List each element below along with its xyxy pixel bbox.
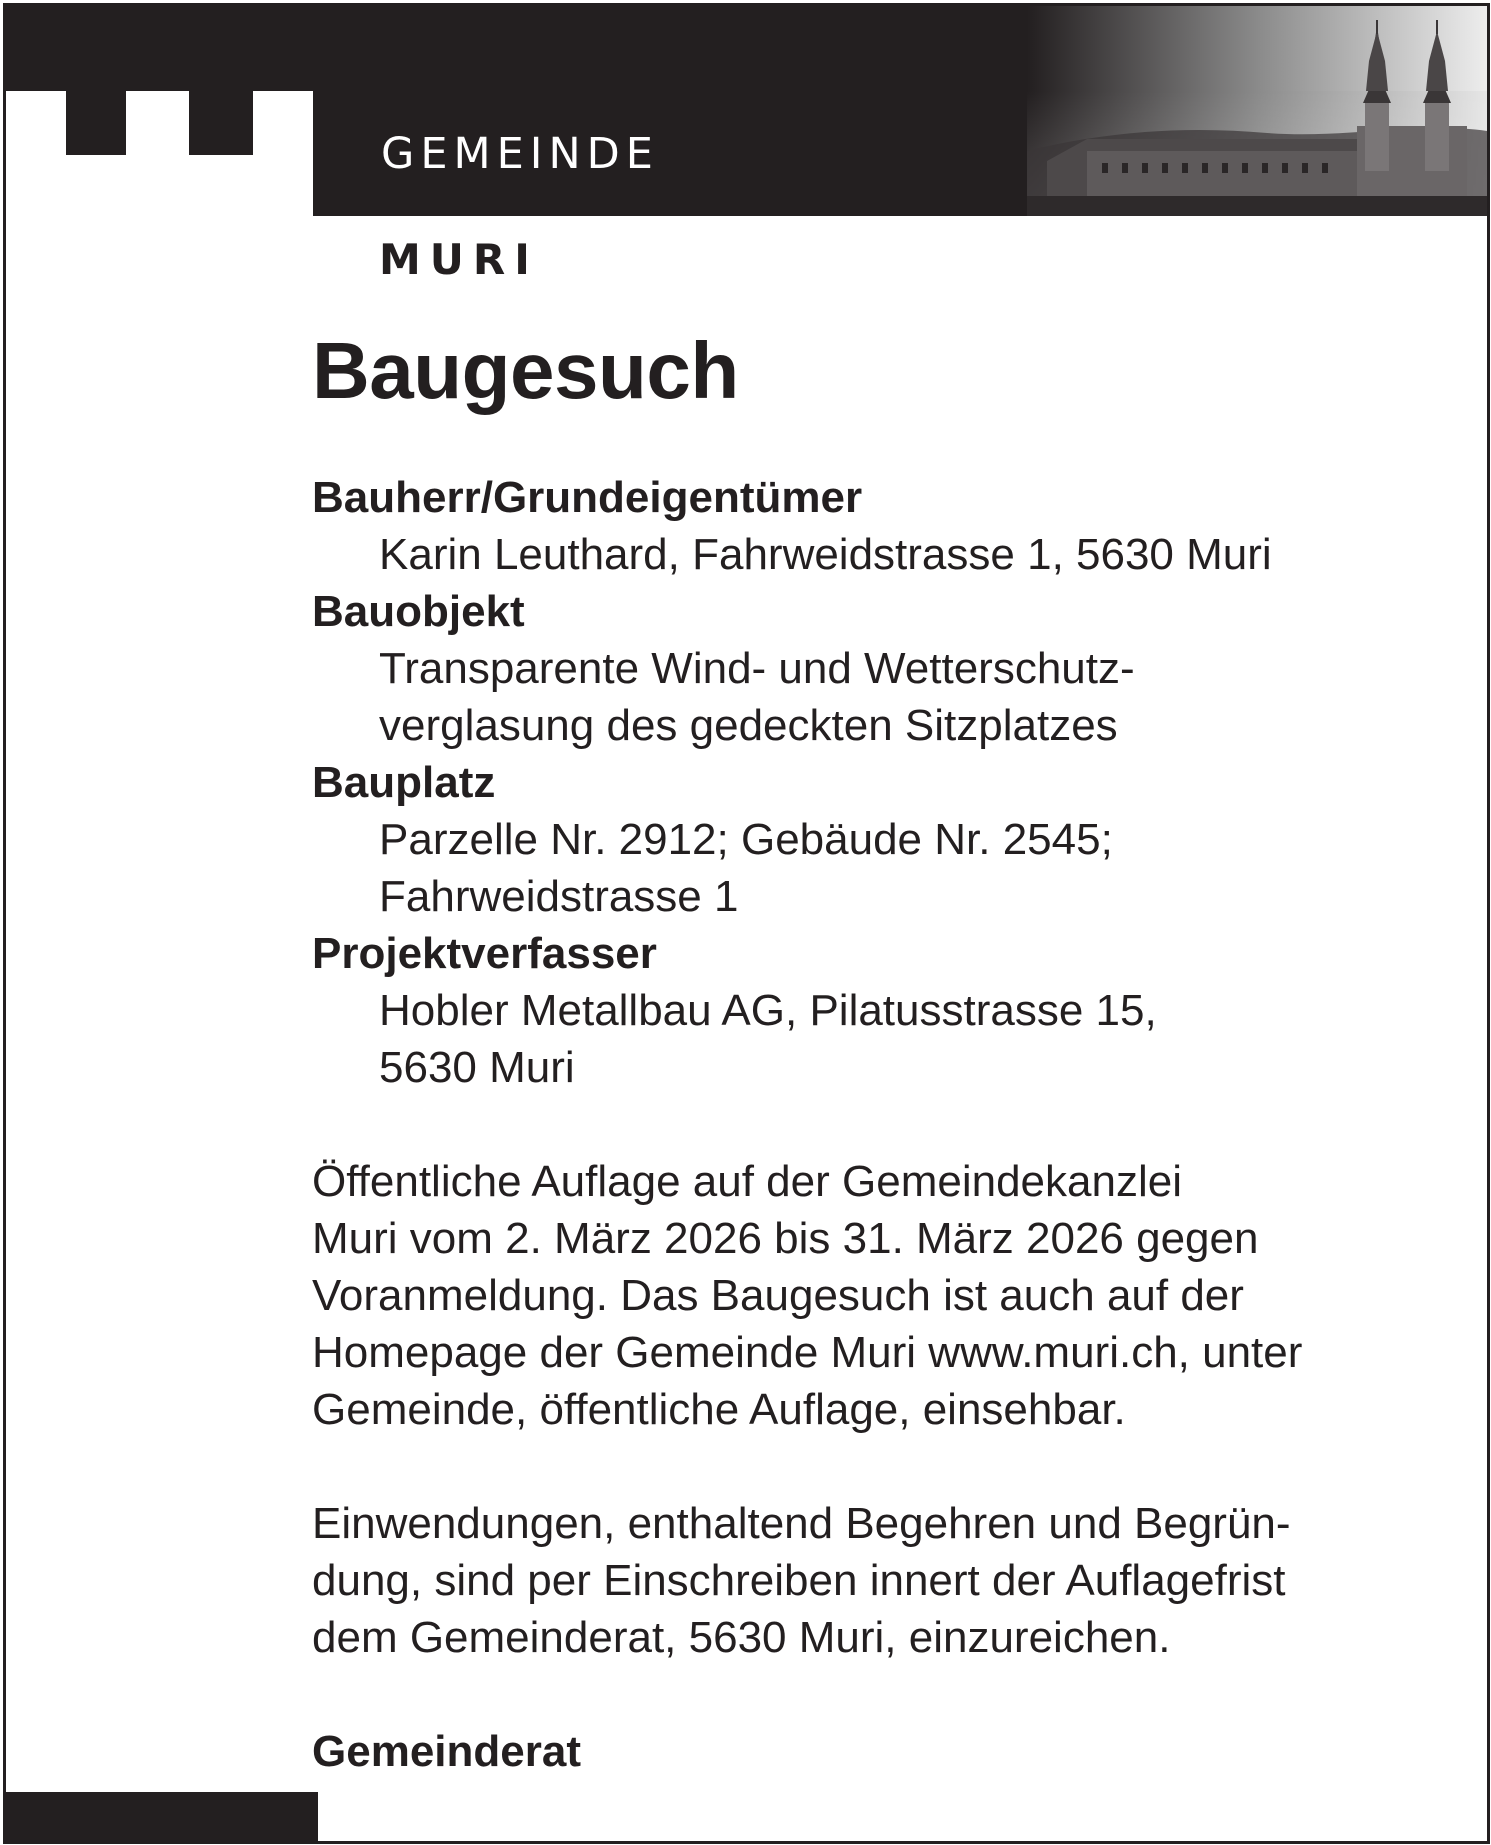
- logo-merlon-right: [189, 91, 253, 155]
- section-value: [312, 811, 1462, 925]
- section-value: [312, 982, 1462, 1096]
- logo-merlon-left: [66, 91, 126, 155]
- section-label: Bauobjekt: [312, 587, 525, 636]
- section-label: Bauplatz: [312, 758, 496, 807]
- value-line: Hobler Metallbau AG, Pilatusstrasse 15,: [379, 986, 1157, 1035]
- section-bauobjekt: [312, 583, 1462, 754]
- section-bauherr: [312, 469, 1462, 583]
- value-line: Parzelle Nr. 2912; Gebäude Nr. 2545;: [379, 815, 1113, 864]
- church-spires-icon: [1027, 6, 1487, 91]
- value-line: Karin Leuthard, Fahrweidstrasse 1, 5630 Muri: [379, 530, 1272, 579]
- logo-title-band: [313, 91, 1487, 216]
- value-line: 5630 Muri: [379, 1043, 575, 1092]
- value-line: Transparente Wind- und Wetterschutz-: [379, 644, 1135, 693]
- notice-frame: [3, 3, 1490, 1844]
- paragraph-line: Homepage der Gemeinde Muri www.muri.ch, unter: [312, 1328, 1303, 1377]
- paragraph-line: dung, sind per Einschreiben innert der Auflagefrist: [312, 1556, 1286, 1605]
- section-projektverfasser: [312, 925, 1462, 1096]
- paragraph-line: dem Gemeinderat, 5630 Muri, einzureichen.: [312, 1613, 1171, 1662]
- org-name: GEMEINDE: [381, 129, 659, 179]
- value-line: verglasung des gedeckten Sitzplatzes: [379, 701, 1118, 750]
- footer-bar: [6, 1792, 318, 1841]
- public-display-paragraph: [312, 1153, 1462, 1438]
- notice-title: Baugesuch: [312, 326, 739, 415]
- paragraph-line: Gemeinde, öffentliche Auflage, einsehbar.: [312, 1385, 1126, 1434]
- objection-paragraph: [312, 1495, 1462, 1666]
- section-label: Projektverfasser: [312, 929, 657, 978]
- signature: Gemeinderat: [312, 1727, 581, 1776]
- section-value: [312, 526, 1462, 583]
- notice-content: [312, 326, 1462, 1780]
- paragraph-line: Voranmeldung. Das Baugesuch ist auch auf der: [312, 1271, 1244, 1320]
- paragraph-line: Muri vom 2. März 2026 bis 31. März 2026 gegen: [312, 1214, 1259, 1263]
- section-label: Bauherr/Grundeigentümer: [312, 473, 863, 522]
- paragraph-line: Einwendungen, enthaltend Begehren und Begrün-: [312, 1499, 1291, 1548]
- value-line: Fahrweidstrasse 1: [379, 872, 739, 921]
- monastery-photo-icon: [1027, 91, 1487, 216]
- section-value: [312, 640, 1462, 754]
- place-name: MURI: [379, 235, 539, 284]
- section-bauplatz: [312, 754, 1462, 925]
- paragraph-line: Öffentliche Auflage auf der Gemeindekanzlei: [312, 1157, 1182, 1206]
